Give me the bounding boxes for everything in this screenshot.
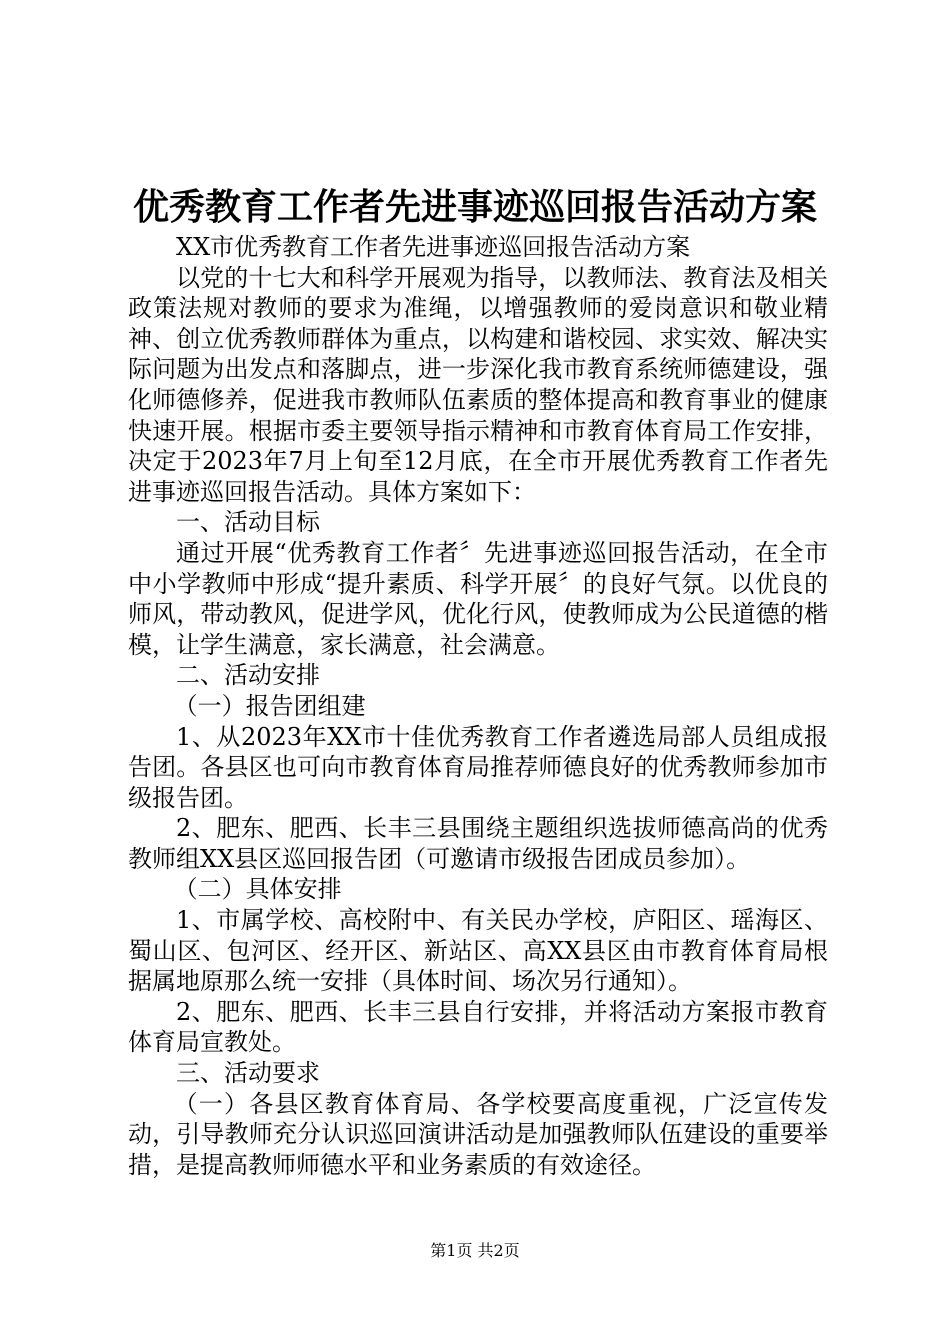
intro-paragraph: 以党的十七大和科学开展观为指导，以教师法、教育法及相关政策法规对教师的要求为准绳，以增强教师的爱岗意识和敬业精神、创立优秀教师群体为重点，以构建和谐校园、求实效、解决实际问题为出发点和落脚点，进一步深化我市教育系统师德建设，强化师德修养，促进我市教师队伍素质的整体提高和教育事业的健康快速开展。根据市委主要领导指示精神和市教育体育局工作安排，决定于2023年7月上旬至12月底，在全市开展优秀教育工作者先进事迹巡回报告活动。具体方案如下： — [128, 263, 828, 506]
page-footer — [0, 1240, 950, 1262]
section-heading-arrangement: 二、活动安排 — [176, 661, 320, 690]
document-body — [128, 232, 828, 1180]
team-item-2: 2、肥东、肥西、长丰三县围绕主题组织选拔师德高尚的优秀教师组XX县区巡回报告团（可邀请市级报告团成员参加）。 — [128, 814, 828, 873]
page-total: 共2页 — [477, 1241, 520, 1260]
section-heading-requirements: 三、活动要求 — [176, 1059, 320, 1088]
section-heading-goal: 一、活动目标 — [176, 508, 320, 537]
subtitle-paragraph: XX市优秀教育工作者先进事迹巡回报告活动方案 — [176, 233, 691, 261]
subsection-heading-schedule: （二）具体安排 — [173, 875, 342, 904]
goal-paragraph: 通过开展“优秀教育工作者〞先进事迹巡回报告活动，在全市中小学教师中形成“提升素质、科学开展〞的良好气氛。以优良的师风，带动教风，促进学风，优化行风，使教师成为公民道德的楷模，让学生满意，家长满意，社会满意。 — [128, 538, 828, 659]
document-title: 优秀教育工作者先进事迹巡回报告活动方案 — [132, 186, 817, 228]
page-number: 第1页 — [430, 1241, 473, 1260]
schedule-item-1: 1、市属学校、高校附中、有关民办学校，庐阳区、瑶海区、蜀山区、包河区、经开区、新站区、高XX县区由市教育体育局根据属地原那么统一安排（具体时间、场次另行通知）。 — [128, 906, 828, 996]
schedule-item-2: 2、肥东、肥西、长丰三县自行安排，并将活动方案报市教育体育局宣教处。 — [128, 997, 828, 1057]
requirement-item-1: （一）各县区教育体育局、各学校要高度重视，广泛宣传发动，引导教师充分认识巡回演讲活动是加强教师队伍建设的重要举措，是提高教师师德水平和业务素质的有效途径。 — [128, 1089, 828, 1179]
subsection-heading-team: （一）报告团组建 — [173, 691, 366, 720]
team-item-1: 1、从2023年XX市十佳优秀教育工作者遴选局部人员组成报告团。各县区也可向市教育体育局推荐师德良好的优秀教师参加市级报告团。 — [128, 722, 828, 812]
